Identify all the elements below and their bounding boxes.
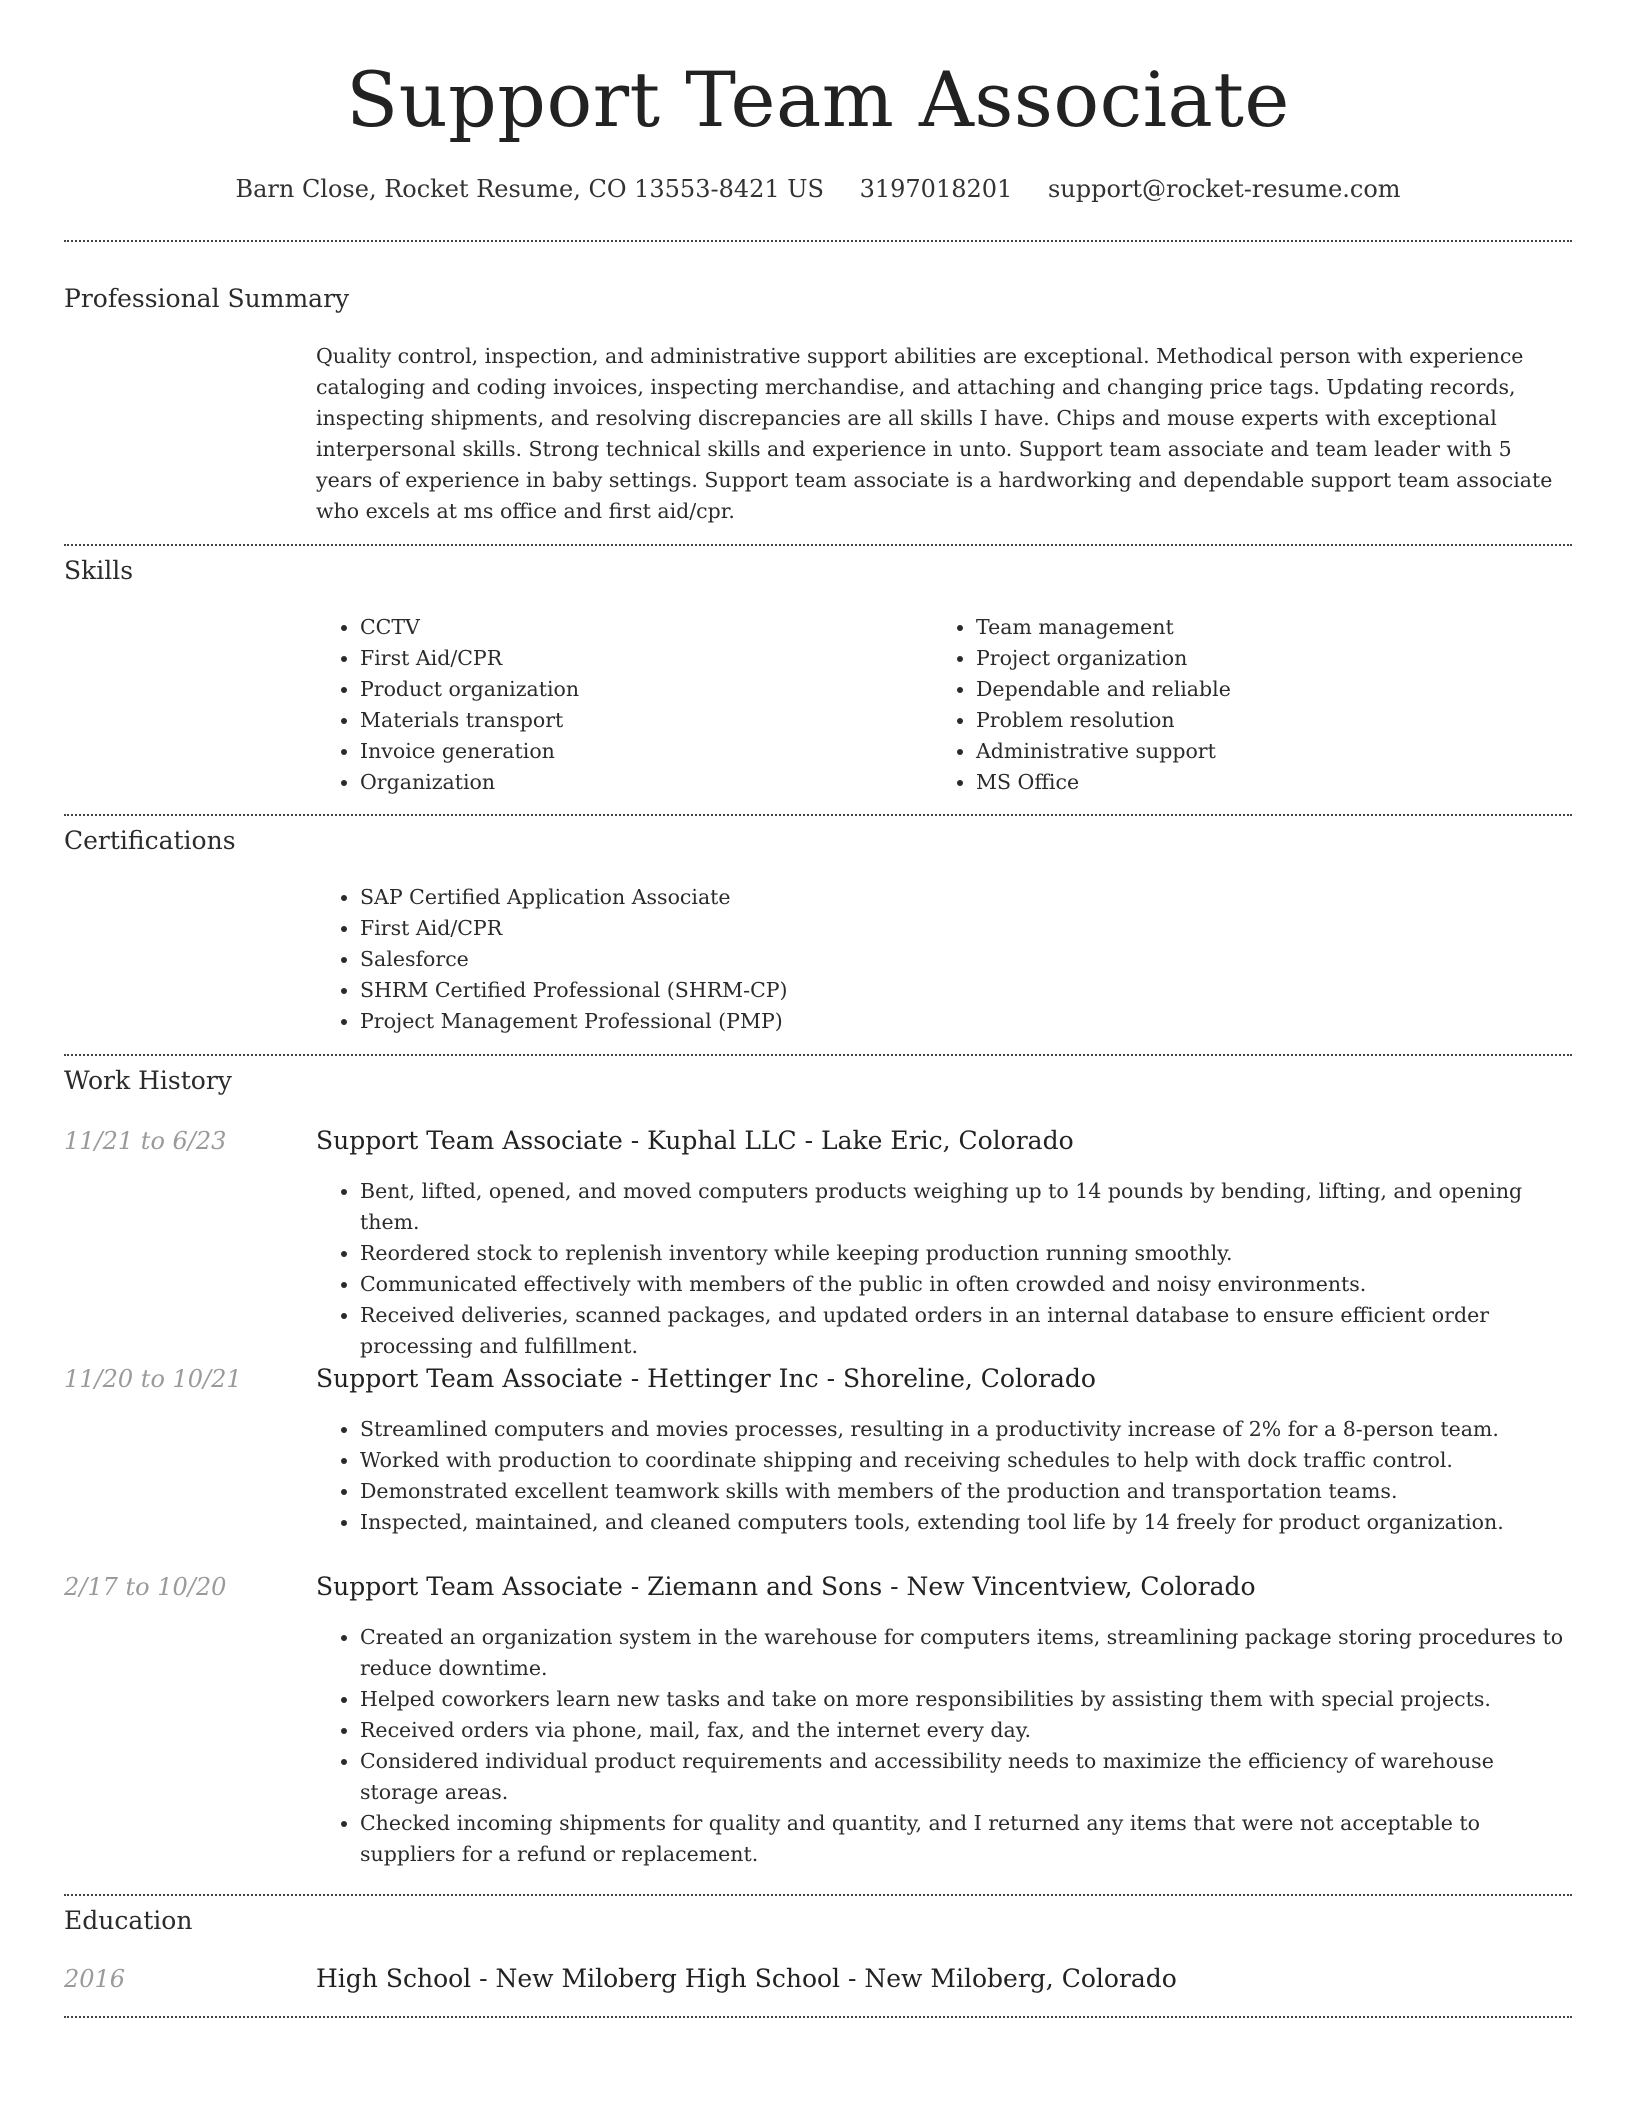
certifications-body xyxy=(316,882,1572,1037)
contact-phone: 3197018201 xyxy=(859,175,1013,203)
skill-item: • Materials transport xyxy=(360,705,932,736)
section-divider xyxy=(64,240,1572,242)
job-dates: 2/17 to 10/20 xyxy=(64,1573,227,1601)
job-bullet: • Worked with production to coordinate shipping and receiving schedules to help with dock traffic control. xyxy=(360,1445,1572,1476)
job-heading: Support Team Associate - Hettinger Inc - Shoreline, Colorado xyxy=(316,1364,1096,1393)
job-heading: Support Team Associate - Kuphal LLC - Lake Eric, Colorado xyxy=(316,1126,1074,1155)
job-bullets xyxy=(316,1176,1572,1362)
section-title-summary: Professional Summary xyxy=(64,284,350,313)
job-bullet: • Bent, lifted, opened, and moved computers products weighing up to 14 pounds by bending, lifting, and opening them. xyxy=(360,1176,1572,1238)
education-year: 2016 xyxy=(64,1965,126,1993)
skill-item: • Invoice generation xyxy=(360,736,932,767)
skills-column-left xyxy=(316,612,932,798)
job-bullet: • Communicated effectively with members of the public in often crowded and noisy environments. xyxy=(360,1269,1572,1300)
skill-item: • CCTV xyxy=(360,612,932,643)
skill-item: • Administrative support xyxy=(976,736,1548,767)
certification-item: • SAP Certified Application Associate xyxy=(360,882,1572,913)
certification-item: • SHRM Certified Professional (SHRM-CP) xyxy=(360,975,1572,1006)
section-divider xyxy=(64,814,1572,816)
contact-address: Barn Close, Rocket Resume, CO 13553-8421 US xyxy=(235,175,824,203)
job-heading: Support Team Associate - Ziemann and Sons - New Vincentview, Colorado xyxy=(316,1572,1256,1601)
job-bullet: • Considered individual product requirements and accessibility needs to maximize the efficiency of warehouse storage areas. xyxy=(360,1746,1572,1808)
skill-item: • Team management xyxy=(976,612,1548,643)
candidate-name: Support Team Associate xyxy=(346,55,1290,144)
job-bullet: • Helped coworkers learn new tasks and take on more responsibilities by assisting them with special projects. xyxy=(360,1684,1572,1715)
job-bullet: • Streamlined computers and movies processes, resulting in a productivity increase of 2% for a 8-person team. xyxy=(360,1414,1572,1445)
contact-email: support@rocket-resume.com xyxy=(1047,175,1401,203)
job-bullet: • Created an organization system in the warehouse for computers items, streamlining package storing procedures to reduce downtime. xyxy=(360,1622,1572,1684)
section-title-skills: Skills xyxy=(64,556,134,585)
skill-item: • First Aid/CPR xyxy=(360,643,932,674)
section-divider xyxy=(64,544,1572,546)
job-bullet: • Demonstrated excellent teamwork skills with members of the production and transportation teams. xyxy=(360,1476,1572,1507)
job-dates: 11/20 to 10/21 xyxy=(64,1365,242,1393)
job-bullet: • Inspected, maintained, and cleaned computers tools, extending tool life by 14 freely for product organization. xyxy=(360,1507,1572,1538)
certification-item: • Salesforce xyxy=(360,944,1572,975)
skill-item: • Organization xyxy=(360,767,932,798)
job-bullet: • Reordered stock to replenish inventory while keeping production running smoothly. xyxy=(360,1238,1572,1269)
skill-item: • Product organization xyxy=(360,674,932,705)
section-divider xyxy=(64,2016,1572,2018)
certification-item: • Project Management Professional (PMP) xyxy=(360,1006,1572,1037)
skill-item: • Problem resolution xyxy=(976,705,1548,736)
job-bullet: • Checked incoming shipments for quality and quantity, and I returned any items that were not acceptable to suppliers for a refund or replacement. xyxy=(360,1808,1572,1870)
education-heading: High School - New Miloberg High School - New Miloberg, Colorado xyxy=(316,1964,1177,1993)
job-bullets xyxy=(316,1622,1572,1870)
summary-body xyxy=(316,341,1572,527)
section-title-education: Education xyxy=(64,1906,193,1935)
skill-item: • Dependable and reliable xyxy=(976,674,1548,705)
skill-item: • MS Office xyxy=(976,767,1548,798)
job-dates: 11/21 to 6/23 xyxy=(64,1127,227,1155)
job-bullet: • Received orders via phone, mail, fax, and the internet every day. xyxy=(360,1715,1572,1746)
job-bullets xyxy=(316,1414,1572,1538)
section-title-certifications: Certifications xyxy=(64,826,236,855)
section-divider xyxy=(64,1054,1572,1056)
skills-body xyxy=(316,612,1572,802)
summary-text: Quality control, inspection, and administrative support abilities are exceptional. Methodical person with experience cataloging and coding invoices, inspecting merchandise, and attaching and changing price tags. Updating records, inspecting shipments, and resolving discrepancies are all skills I have. Chips and mouse experts with exceptional interpersonal skills. Strong technical skills and experience in unto. Support team associate and team leader with 5 years of experience in baby settings. Support team associate is a hardworking and dependable support team associate who excels at ms office and first aid/cpr. xyxy=(316,344,1553,523)
section-title-work-history: Work History xyxy=(64,1066,232,1095)
skill-item: • Project organization xyxy=(976,643,1548,674)
skills-column-right xyxy=(932,612,1548,798)
job-bullet: • Received deliveries, scanned packages, and updated orders in an internal database to ensure efficient order processing and fulfillment. xyxy=(360,1300,1572,1362)
contact-line xyxy=(64,172,1572,206)
section-divider xyxy=(64,1894,1572,1896)
certification-item: • First Aid/CPR xyxy=(360,913,1572,944)
